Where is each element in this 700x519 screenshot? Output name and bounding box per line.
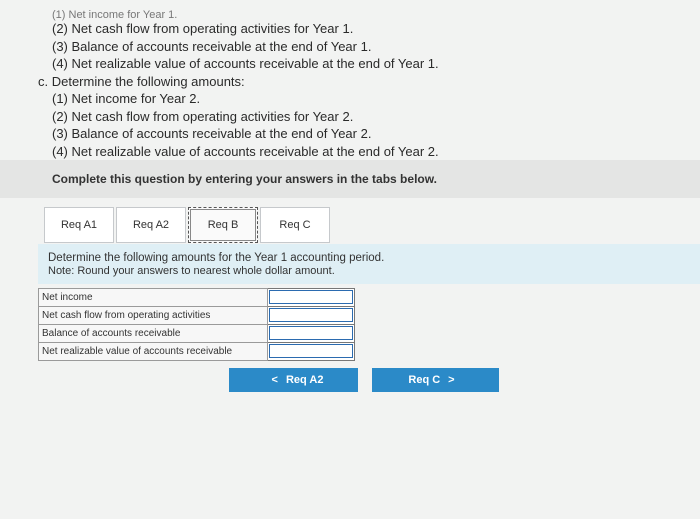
question-line: (1) Net income for Year 2. bbox=[52, 91, 201, 106]
table-row bbox=[39, 325, 355, 343]
panel-note: Note: Round your answers to nearest whole dollar amount. bbox=[48, 265, 335, 277]
question-line: (3) Balance of accounts receivable at the end of Year 1. bbox=[52, 38, 372, 54]
row-label: Balance of accounts receivable bbox=[39, 325, 268, 343]
question-line: (2) Net cash flow from operating activities for Year 2. bbox=[52, 108, 354, 124]
row-label: Net cash flow from operating activities bbox=[39, 307, 268, 325]
question-part-c: c. Determine the following amounts: bbox=[38, 73, 245, 89]
answer-table bbox=[38, 288, 355, 361]
row-label: Net realizable value of accounts receivable bbox=[39, 343, 268, 361]
table-row bbox=[39, 289, 355, 307]
question-line: (2) Net cash flow from operating activities for Year 1. bbox=[52, 21, 354, 36]
requirement-tabs bbox=[44, 207, 332, 245]
net-income-input[interactable] bbox=[269, 290, 353, 304]
panel-instruction: Determine the following amounts for the Year 1 accounting period. bbox=[48, 252, 385, 264]
chevron-left-icon: < bbox=[271, 374, 278, 386]
question-line: (4) Net realizable value of accounts receivable at the end of Year 2. bbox=[52, 143, 439, 159]
next-req-button[interactable] bbox=[372, 368, 499, 392]
question-text bbox=[38, 9, 439, 160]
row-label: Net income bbox=[39, 289, 268, 307]
next-req-label: Req C bbox=[408, 374, 441, 386]
net-cash-flow-input[interactable] bbox=[269, 308, 353, 322]
tab-req-a1[interactable]: Req A1 bbox=[44, 207, 114, 243]
net-realizable-value-input[interactable] bbox=[269, 344, 353, 358]
instructions-banner bbox=[0, 160, 700, 198]
tab-req-c[interactable]: Req C bbox=[260, 207, 330, 243]
prev-req-button[interactable] bbox=[229, 368, 358, 392]
instruction-panel bbox=[38, 244, 700, 284]
tab-req-a2[interactable]: Req A2 bbox=[116, 207, 186, 243]
table-row bbox=[39, 343, 355, 361]
question-line: (4) Net realizable value of accounts receivable at the end of Year 1. bbox=[52, 56, 439, 71]
banner-text: Complete this question by entering your answers in the tabs below. bbox=[52, 172, 437, 186]
accounts-receivable-input[interactable] bbox=[269, 326, 353, 340]
question-line: (3) Balance of accounts receivable at the end of Year 2. bbox=[52, 126, 372, 141]
cut-off-line: (1) Net income for Year 1. bbox=[52, 9, 178, 21]
table-row bbox=[39, 307, 355, 325]
tab-req-b[interactable]: Req B bbox=[188, 207, 258, 243]
chevron-right-icon: > bbox=[448, 374, 455, 386]
prev-req-label: Req A2 bbox=[285, 374, 324, 386]
